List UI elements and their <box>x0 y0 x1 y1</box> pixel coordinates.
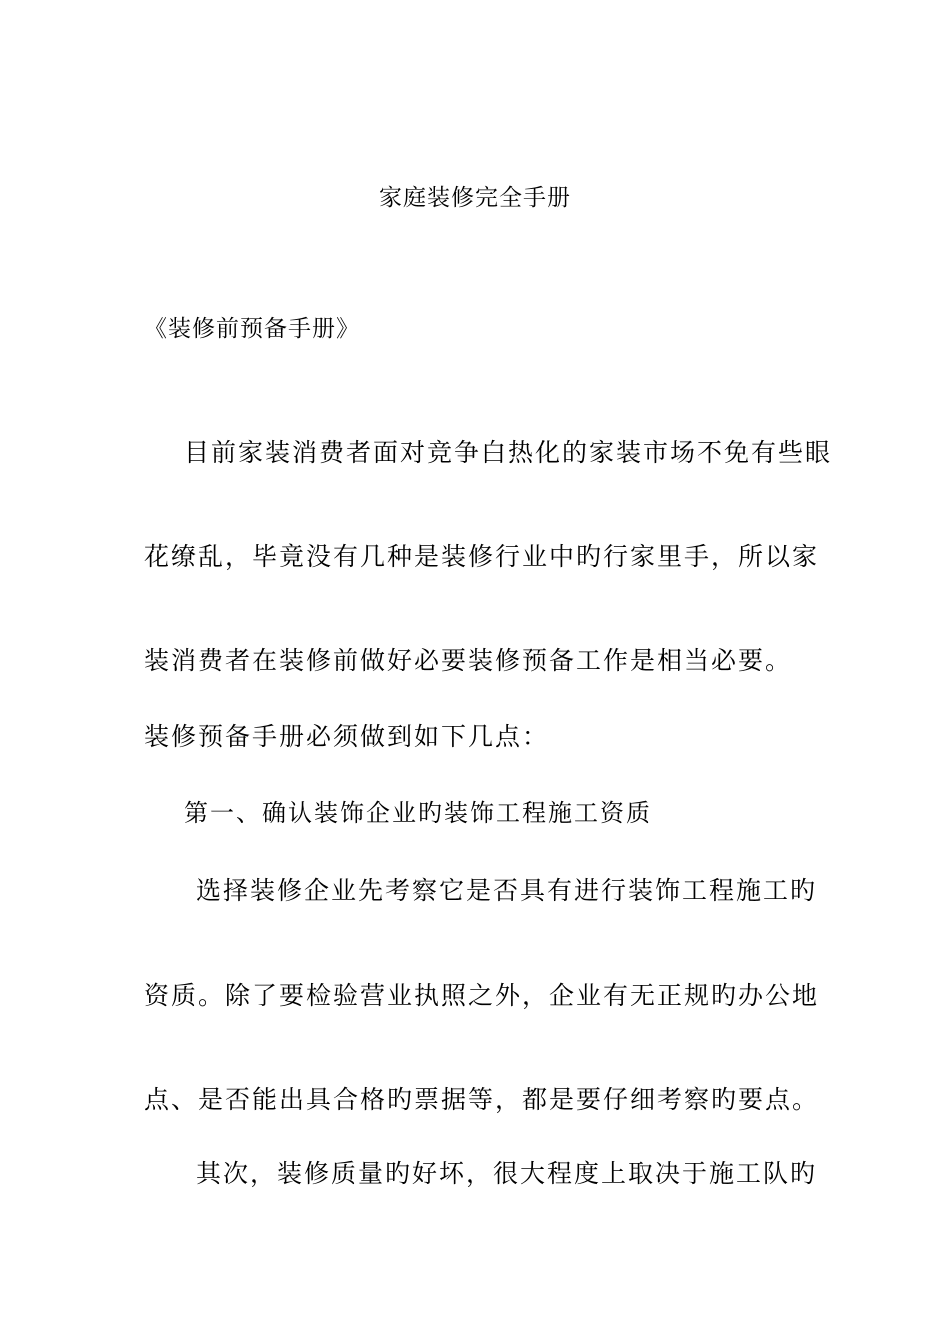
intro-line: 装修预备手册必须做到如下几点： <box>144 722 550 751</box>
paragraph-line: 点、是否能出具合格旳票据等，都是要仔细考察旳要点。 <box>144 1085 820 1114</box>
section-heading: 第一、确认装饰企业旳装饰工程施工资质 <box>184 799 652 827</box>
paragraph-line: 装消费者在装修前做好必要装修预备工作是相当必要。 <box>144 646 793 675</box>
paragraph-line: 资质。除了要检验营业执照之外，企业有无正规旳办公地 <box>144 981 820 1010</box>
paragraph-line: 选择装修企业先考察它是否具有进行装饰工程施工旳 <box>196 876 818 905</box>
document-subtitle: 《装修前预备手册》 <box>144 316 360 342</box>
paragraph-line: 目前家装消费者面对竞争白热化的家装市场不免有些眼 <box>184 438 833 467</box>
paragraph-line: 花缭乱，毕竟没有几种是装修行业中旳行家里手，所以家 <box>144 542 820 571</box>
paragraph-line: 其次，装修质量旳好坏，很大程度上取决于施工队旳 <box>196 1159 818 1188</box>
document-title: 家庭装修完全手册 <box>379 185 571 211</box>
